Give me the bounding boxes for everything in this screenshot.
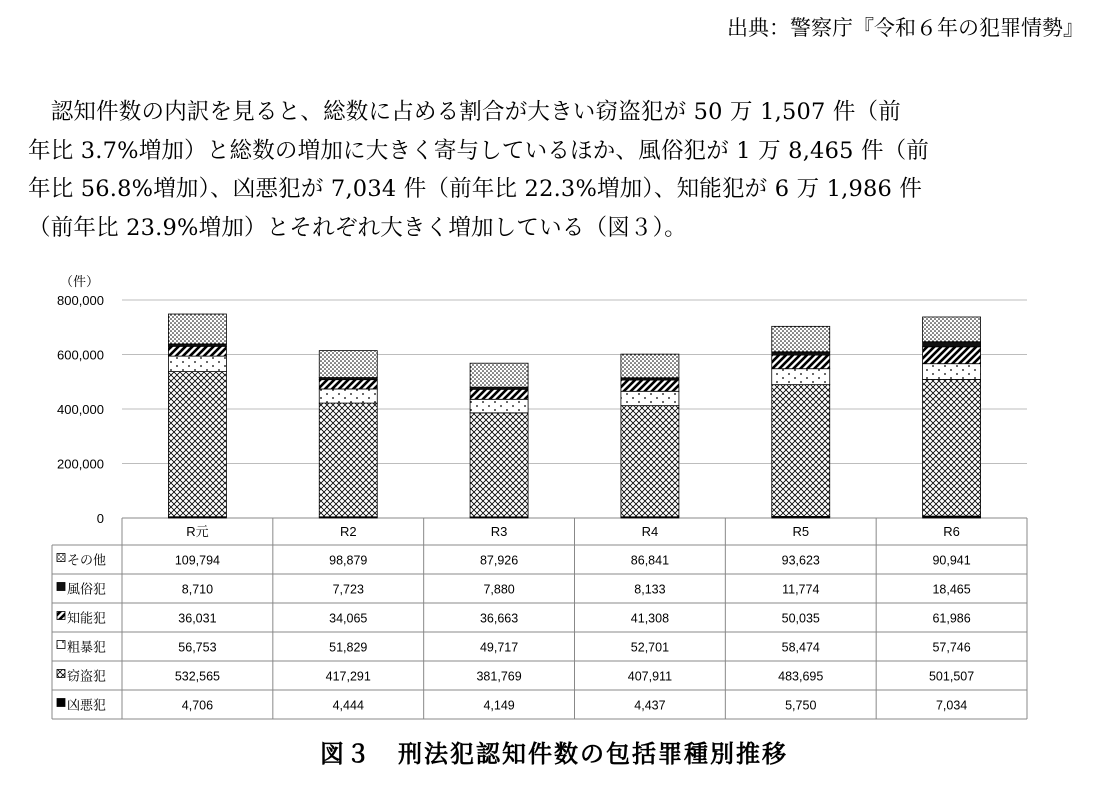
bar-segment-crosshatch	[772, 385, 830, 517]
bar-segment-solid-dark	[923, 342, 981, 347]
bar-segment-dots-sparse	[621, 391, 679, 405]
data-label: 52,701	[630, 640, 670, 655]
data-label: 57,746	[932, 640, 971, 655]
paragraph-line: 認知件数の内訳を見ると、総数に占める割合が大きい窃盗犯が 50 万 1,507 件（前	[28, 99, 901, 125]
x-category-label: R6	[943, 524, 960, 539]
bars	[168, 314, 980, 518]
data-label: 4,444	[332, 698, 364, 713]
legend-label: 風俗犯	[67, 581, 107, 597]
x-category-label: R3	[490, 524, 508, 539]
data-label: 4,706	[181, 698, 214, 713]
legend-label: 粗暴犯	[67, 639, 107, 655]
data-label: 8,133	[634, 582, 666, 597]
data-label: 7,880	[483, 582, 515, 597]
data-label: 532,565	[174, 669, 221, 684]
x-category-label: R5	[792, 524, 810, 539]
bar-segment-diagonal-stripes	[470, 389, 528, 399]
bar-segment-diagonal-stripes	[772, 355, 830, 369]
figure-caption: 図３ 刑法犯認知件数の包括罪種別推移	[320, 740, 788, 768]
data-label: 58,474	[781, 640, 820, 655]
data-label: 501,507	[928, 669, 975, 684]
bar-segment-dots-dense	[923, 317, 981, 342]
paragraph-line: 年比 56.8%増加）、凶悪犯が 7,034 件（前年比 22.3%増加）、知能犯が 6 万 1,986 件	[28, 176, 923, 202]
bar-segment-diagonal-stripes	[319, 380, 377, 389]
paragraph-line: 年比 3.7%増加）と総数の増加に大きく寄与しているほか、風俗犯が 1 万 8,465 件（前	[28, 137, 930, 164]
data-label: 7,034	[935, 698, 968, 713]
bar-segment-dots-dense	[319, 351, 377, 378]
data-label: 49,717	[479, 640, 519, 655]
data-label: 86,841	[630, 553, 670, 568]
legend-label: 窃盗犯	[67, 668, 107, 684]
bar-segment-diagonal-stripes	[923, 347, 981, 364]
legend-swatch-solid-dark	[57, 583, 65, 591]
data-label: 407,911	[627, 669, 673, 684]
data-label: 51,829	[329, 640, 368, 655]
data-label: 4,437	[634, 698, 666, 713]
bar-segment-crosshatch	[621, 406, 679, 517]
bar-segment-dots-dense	[168, 314, 226, 344]
data-label: 417,291	[325, 669, 371, 684]
data-label: 56,753	[178, 640, 217, 655]
data-label: 36,663	[479, 611, 519, 626]
bar-segment-crosshatch	[168, 372, 226, 517]
bar-segment-dots-sparse	[923, 364, 981, 380]
bar-segment-dots-sparse	[470, 399, 528, 413]
bar-segment-crosshatch	[319, 403, 377, 517]
bar-segment-dots-dense	[470, 363, 528, 387]
data-label: 8,710	[181, 582, 214, 597]
bar-segment-dots-dense	[621, 354, 679, 378]
bar-segment-crosshatch	[470, 413, 528, 517]
legend-label: 凶悪犯	[67, 697, 107, 713]
data-label: 61,986	[932, 611, 971, 626]
data-label: 34,065	[329, 611, 368, 626]
bar-segment-dots-sparse	[772, 369, 830, 385]
y-tick-label: 800,000	[57, 293, 104, 308]
data-label: 109,794	[174, 553, 221, 568]
x-category-label: R4	[641, 524, 659, 539]
legend-swatch-solid-black	[57, 699, 65, 707]
legend-swatch-dots-dense	[57, 554, 65, 562]
bar-segment-dots-sparse	[319, 389, 377, 403]
bar-segment-diagonal-stripes	[168, 346, 226, 356]
legend-swatch-dots-sparse	[57, 641, 65, 649]
bar-segment-diagonal-stripes	[621, 380, 679, 391]
data-label: 11,774	[782, 582, 820, 597]
data-label: 5,750	[785, 698, 817, 713]
y-tick-label: 600,000	[57, 347, 104, 363]
data-label: 381,769	[476, 669, 522, 684]
data-label: 41,308	[630, 611, 670, 626]
legend-label: その他	[67, 552, 107, 568]
y-unit-label: （件）	[60, 274, 100, 289]
bar-segment-crosshatch	[923, 379, 981, 516]
data-label: 98,879	[329, 553, 368, 568]
data-label: 50,035	[781, 611, 820, 626]
data-label: 4,149	[483, 698, 515, 713]
data-label: 7,723	[332, 582, 364, 597]
data-label: 90,941	[932, 553, 971, 568]
bar-segment-dots-sparse	[168, 356, 226, 371]
bar-segment-solid-dark	[772, 352, 830, 355]
data-label: 18,465	[932, 582, 971, 597]
legend-label: 知能犯	[67, 610, 107, 626]
y-tick-label: 400,000	[57, 402, 104, 417]
x-category-label: R2	[339, 524, 357, 539]
bar-segment-dots-dense	[772, 326, 830, 352]
y-tick-label: 0	[96, 511, 104, 526]
data-label: 93,623	[781, 553, 820, 568]
data-label: 36,031	[178, 611, 217, 626]
data-table	[52, 518, 1027, 719]
gridlines	[122, 300, 1027, 464]
legend-swatch-diagonal-stripes	[57, 612, 65, 620]
y-tick-label: 200,000	[57, 456, 104, 472]
legend-swatch-crosshatch	[57, 670, 65, 678]
paragraph-line: （前年比 23.9%増加）とそれぞれ大きく増加している（図３）。	[28, 214, 687, 241]
data-label: 483,695	[778, 669, 824, 684]
x-category-label: R元	[186, 524, 209, 539]
data-label: 87,926	[479, 553, 519, 568]
source-note: 出典：警察庁『令和６年の犯罪情勢』	[727, 16, 1084, 40]
